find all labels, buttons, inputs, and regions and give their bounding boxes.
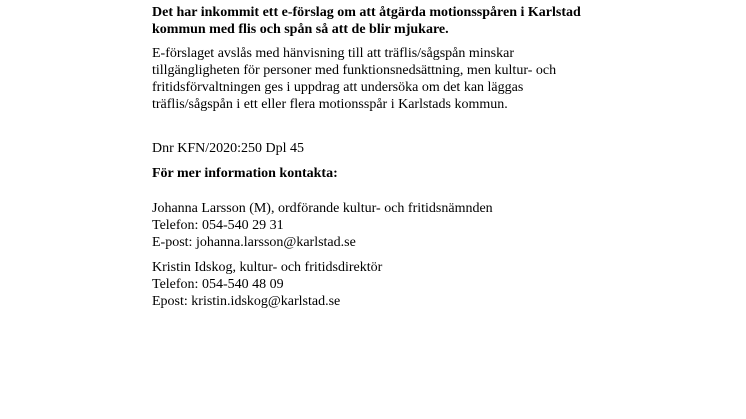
contact-block xyxy=(152,259,732,310)
contact-phone: Telefon: 054-540 48 09 xyxy=(152,277,284,292)
contact-phone: Telefon: 054-540 29 31 xyxy=(152,218,284,233)
contact-name-role: Kristin Idskog, kultur- och fritidsdirektör xyxy=(152,260,383,275)
body-line: fritidsförvaltningen ges i uppdrag att undersöka om det kan läggas xyxy=(152,80,524,95)
document-heading xyxy=(152,4,732,38)
reference-text: Dnr KFN/2020:250 Dpl 45 xyxy=(152,141,305,156)
contact-block xyxy=(152,200,732,251)
body-line: träflis/sågspån i ett eller flera motionsspår i Karlstads kommun. xyxy=(152,97,508,112)
contact-name-role: Johanna Larsson (M), ordförande kultur- och fritidsnämnden xyxy=(152,201,493,216)
decision-paragraph xyxy=(152,45,732,113)
body-line: tillgängligheten för personer med funktionsnedsättning, men kultur- och xyxy=(152,63,557,78)
contact-email: Epost: kristin.idskog@karlstad.se xyxy=(152,294,341,309)
reference-number xyxy=(152,140,732,157)
heading-line: kommun med flis och spån så att de blir mjukare. xyxy=(152,22,449,37)
more-info-text: För mer information kontakta: xyxy=(152,166,338,181)
heading-line: Det har inkommit ett e-förslag om att åtgärda motionsspåren i Karlstad xyxy=(152,5,581,20)
more-info-heading xyxy=(152,165,732,182)
contact-email: E-post: johanna.larsson@karlstad.se xyxy=(152,235,356,250)
body-line: E-förslaget avslås med hänvisning till att träflis/sågspån minskar xyxy=(152,46,514,61)
